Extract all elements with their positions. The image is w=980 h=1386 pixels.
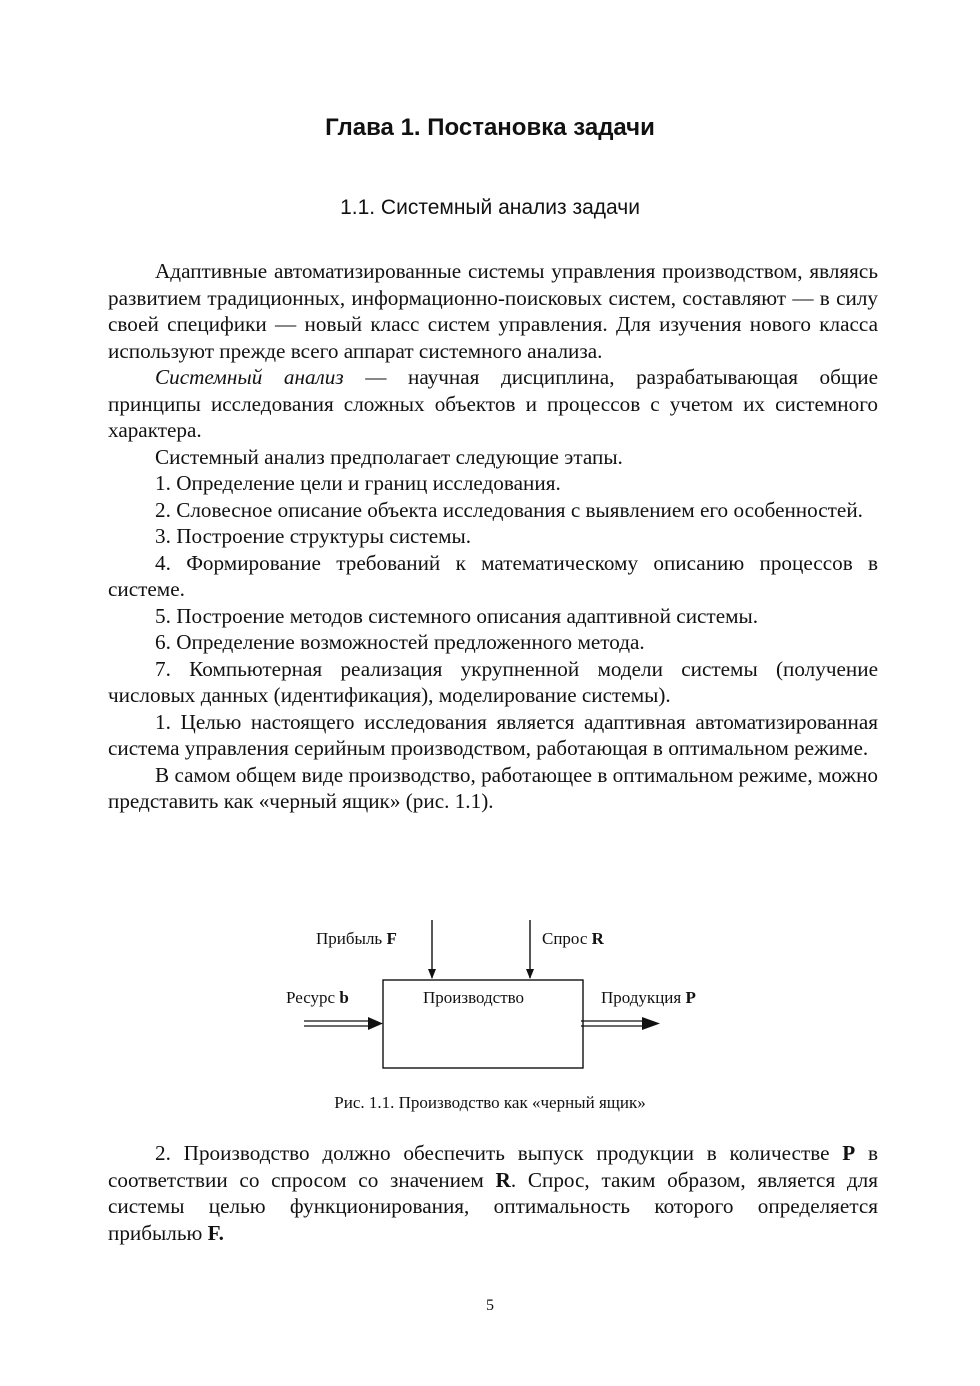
demand-label: Спрос R bbox=[542, 929, 604, 948]
list-item-step-4: 4. Формирование требований к математическому описанию процессов в системе. bbox=[108, 550, 878, 601]
paragraph-intro: Адаптивные автоматизированные системы управления производством, являясь развитием традиционных, информационно-поисковых систем, составляют — в силу своей специфики — новый класс систем управления. Для изучения нового класса используют прежде всего аппарат системного анализа. bbox=[108, 259, 878, 363]
symbol-R: R bbox=[495, 1167, 511, 1192]
list-item-step-7: 7. Компьютерная реализация укрупненной модели системы (получение числовых данных (идентификация), моделирование системы). bbox=[108, 656, 878, 707]
symbol-P: P bbox=[842, 1141, 856, 1165]
paragraph-definition bbox=[108, 364, 878, 444]
list-item-step-5: 5. Построение методов системного описания адаптивной системы. bbox=[155, 603, 759, 628]
list-item-step-3: 3. Построение структуры системы. bbox=[155, 524, 472, 548]
resource-arrow bbox=[304, 1017, 383, 1030]
term-system-analysis: Системный анализ bbox=[155, 365, 344, 389]
list-item-step-6: 6. Определение возможностей предложенного метода. bbox=[155, 630, 645, 654]
symbol-F: F. bbox=[207, 1220, 224, 1245]
body-text-continued bbox=[108, 1140, 878, 1246]
demand-symbol: R bbox=[591, 929, 604, 948]
chapter-title: Глава 1. Постановка задачи bbox=[325, 114, 655, 141]
paragraph-black-box: В самом общем виде производство, работающее в оптимальном режиме, можно представить как «черный ящик» (рис. 1.1). bbox=[108, 762, 878, 813]
production-label: Производство bbox=[423, 988, 525, 1007]
resource-label: Ресурс b bbox=[286, 988, 349, 1007]
paragraph-goal: 1. Целью настоящего исследования является адаптивная автоматизированная система управления серийным производством, работающая в оптимальном режиме. bbox=[108, 709, 878, 760]
list-item-step-2: 2. Словесное описание объекта исследования с выявлением его особенностей. bbox=[155, 497, 863, 522]
page-number: 5 bbox=[486, 1297, 494, 1314]
product-symbol: P bbox=[685, 988, 696, 1007]
section-title: 1.1. Системный анализ задачи bbox=[340, 196, 640, 219]
black-box-diagram bbox=[280, 915, 720, 1080]
paragraph-production-goal: 2. Производство должно обеспечить выпуск продукции в количестве P в соответствии со спросом со значением R. Спрос, таким образом, является для системы целью функционирования, оптимальность которого определяется прибылью F. bbox=[108, 1141, 878, 1245]
paragraph-stages-intro: Системный анализ предполагает следующие этапы. bbox=[155, 444, 623, 469]
definition-text: — научная дисциплина, разрабатывающая общие принципы исследования сложных объектов и процессов с учетом их системного характера. bbox=[108, 365, 878, 442]
body-text bbox=[108, 258, 878, 815]
profit-symbol: F bbox=[386, 929, 397, 948]
product-arrow bbox=[581, 1017, 660, 1030]
profit-label: Прибыль F bbox=[316, 929, 397, 948]
product-label: Продукция P bbox=[601, 988, 696, 1007]
resource-symbol: b bbox=[339, 988, 349, 1007]
list-item-step-1: 1. Определение цели и границ исследования. bbox=[155, 471, 561, 495]
figure-caption: Рис. 1.1. Производство как «черный ящик» bbox=[334, 1093, 646, 1112]
